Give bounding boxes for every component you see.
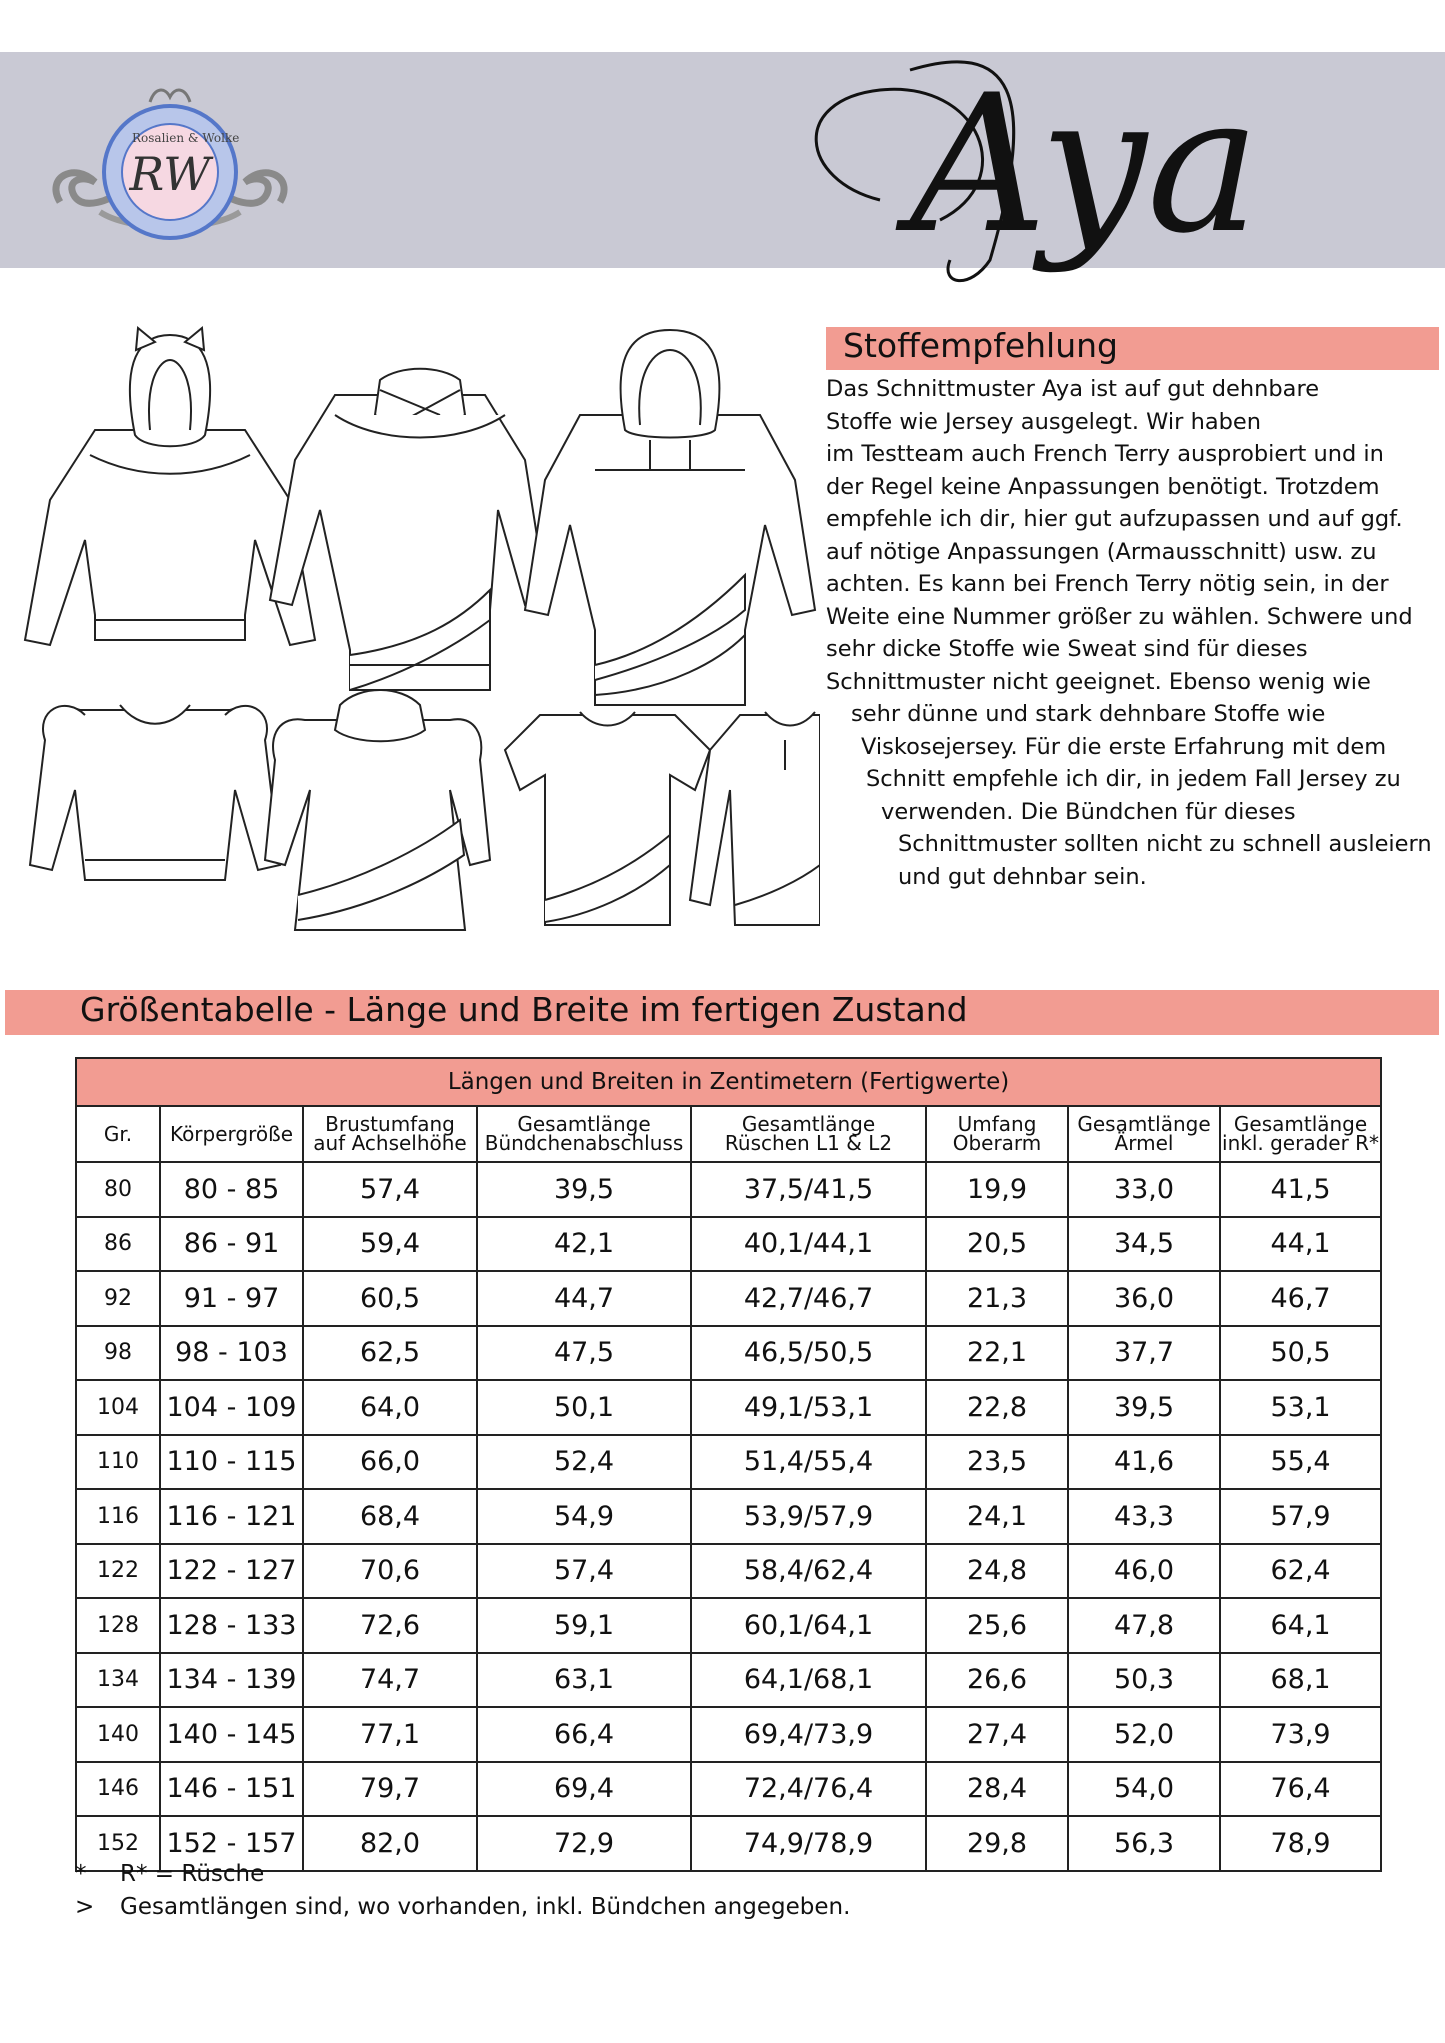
column-header [76,1106,160,1162]
garment-hoodie-ruffle [525,330,815,705]
table-cell: 98 - 103 [160,1326,303,1381]
table-cell: 68,1 [1220,1653,1381,1708]
table-cell: 23,5 [926,1435,1068,1490]
garment-cowl-ruffle [270,369,547,690]
table-row [76,1544,1381,1599]
table-cell: 140 [76,1707,160,1762]
table-cell: 53,1 [1220,1380,1381,1435]
table-cell: 62,5 [303,1326,477,1381]
footnote-mark: * [75,1861,87,1887]
fabric-line: sehr dünne und stark dehnbare Stoffe wie [851,701,1326,727]
table-cell: 53,9/57,9 [691,1489,926,1544]
column-header-line: Umfang [957,1112,1037,1136]
footnote-lengths [75,1891,850,1924]
table-cell: 22,8 [926,1380,1068,1435]
table-cell: 116 - 121 [160,1489,303,1544]
garment-cowl-puff [265,690,490,930]
table-cell: 37,5/41,5 [691,1162,926,1217]
table-cell: 29,8 [926,1816,1068,1871]
table-cell: 86 [76,1217,160,1272]
column-header-line: Gr. [103,1121,133,1146]
column-header [303,1106,477,1162]
fabric-line: achten. Es kann bei French Terry nötig sein, in der [826,571,1389,597]
fabric-line: verwenden. Die Bündchen für dieses [881,798,1296,825]
table-cell: 37,7 [1068,1326,1220,1381]
column-header-line: Körpergröße [169,1121,294,1146]
fabric-line: sehr dicke Stoffe wie Sweat sind für dieses [826,636,1308,662]
table-row [76,1271,1381,1326]
table-cell: 69,4 [477,1762,691,1817]
column-header-line: Brustumfang [325,1112,455,1136]
table-cell: 46,7 [1220,1271,1381,1326]
table-cell: 57,4 [303,1162,477,1217]
table-cell: 50,1 [477,1380,691,1435]
table-cell: 98 [76,1326,160,1381]
table-cell: 74,7 [303,1653,477,1708]
column-header-line: Gesamtlänge [1233,1112,1368,1136]
table-cell: 140 - 145 [160,1707,303,1762]
size-table [75,1057,1382,1872]
column-header-line: Gesamtlänge [517,1112,651,1136]
table-row [76,1762,1381,1817]
table-cell: 40,1/44,1 [691,1217,926,1272]
table-cell: 21,3 [926,1271,1068,1326]
table-cell: 19,9 [926,1162,1068,1217]
table-cell: 128 [76,1598,160,1653]
table-cell: 146 - 151 [160,1762,303,1817]
table-cell: 64,0 [303,1380,477,1435]
column-header-line: Oberarm [952,1131,1042,1155]
fabric-line: der Regel keine Anpassungen benötigt. Trotzdem [826,473,1380,500]
column-header [1068,1106,1220,1162]
column-header [926,1106,1068,1162]
table-cell: 76,4 [1220,1762,1381,1817]
table-cell: 50,5 [1220,1326,1381,1381]
fabric-line: Schnitt empfehle ich dir, in jedem Fall Jersey zu [866,766,1401,792]
table-cell: 52,0 [1068,1707,1220,1762]
column-header [1220,1106,1381,1162]
table-cell: 44,1 [1220,1217,1381,1272]
table-cell: 110 - 115 [160,1435,303,1490]
fabric-recommendation-text [826,373,1432,893]
table-cell: 72,4/76,4 [691,1762,926,1817]
table-cell: 134 [76,1653,160,1708]
size-heading: Größentabelle - Länge und Breite im fertigen Zustand [80,990,968,1029]
table-row [76,1326,1381,1381]
table-cell: 69,4/73,9 [691,1707,926,1762]
table-cell: 64,1/68,1 [691,1653,926,1708]
table-cell: 56,3 [1068,1816,1220,1871]
table-cell: 52,4 [477,1435,691,1490]
column-header-line: auf Achselhöhe [313,1131,467,1155]
table-cell: 134 - 139 [160,1653,303,1708]
table-cell: 41,6 [1068,1435,1220,1490]
logo-monogram: RW [129,147,211,201]
fabric-line: Viskosejersey. Für die erste Erfahrung mit dem [861,733,1387,760]
fabric-line: Das Schnittmuster Aya ist auf gut dehnbare [826,376,1320,402]
table-cell: 51,4/55,4 [691,1435,926,1490]
table-cell: 24,8 [926,1544,1068,1599]
footnote-mark: > [75,1894,95,1920]
table-cell: 104 [76,1380,160,1435]
table-cell: 42,1 [477,1217,691,1272]
table-cell: 152 - 157 [160,1816,303,1871]
fabric-line: auf nötige Anpassungen (Armausschnitt) usw. zu [826,538,1377,565]
table-cell: 28,4 [926,1762,1068,1817]
table-cell: 79,7 [303,1762,477,1817]
table-cell: 66,0 [303,1435,477,1490]
table-row [76,1653,1381,1708]
table-row [76,1435,1381,1490]
table-row [76,1162,1381,1217]
table-row [76,1217,1381,1272]
fabric-line: Stoffe wie Jersey ausgelegt. Wir haben [826,408,1262,435]
table-cell: 39,5 [477,1162,691,1217]
table-row [76,1707,1381,1762]
footnote-text: Gesamtlängen sind, wo vorhanden, inkl. Bündchen angegeben. [120,1894,851,1920]
table-cell: 78,9 [1220,1816,1381,1871]
table-cell: 63,1 [477,1653,691,1708]
table-cell: 122 [76,1544,160,1599]
table-cell: 49,1/53,1 [691,1380,926,1435]
fabric-line: Schnittmuster nicht geeignet. Ebenso wenig wie [826,668,1371,695]
table-cell: 55,4 [1220,1435,1381,1490]
table-cell: 54,0 [1068,1762,1220,1817]
column-header-line: Rüschen L1 & L2 [724,1131,893,1155]
table-cell: 152 [76,1816,160,1871]
table-cell: 39,5 [1068,1380,1220,1435]
column-header-line: inkl. gerader R* [1222,1131,1380,1155]
table-cell: 22,1 [926,1326,1068,1381]
table-cell: 20,5 [926,1217,1068,1272]
column-header-line: Gesamtlänge [741,1112,876,1136]
footnotes [75,1858,850,1924]
fabric-heading: Stoffempfehlung [843,326,1118,365]
table-cell: 62,4 [1220,1544,1381,1599]
table-cell: 91 - 97 [160,1271,303,1326]
table-cell: 66,4 [477,1707,691,1762]
table-row [76,1380,1381,1435]
table-cell: 73,9 [1220,1707,1381,1762]
garment-puff-sleeve [30,705,280,880]
table-cell: 80 - 85 [160,1162,303,1217]
footnote-ruffle [75,1858,850,1891]
table-cell: 110 [76,1435,160,1490]
fabric-line: Schnittmuster sollten nicht zu schnell ausleiern [898,831,1432,857]
table-cell: 64,1 [1220,1598,1381,1653]
column-header-line: Ärmel [1114,1131,1174,1155]
table-cell: 41,5 [1220,1162,1381,1217]
garment-illustrations [20,320,820,940]
table-cell: 24,1 [926,1489,1068,1544]
table-cell: 122 - 127 [160,1544,303,1599]
column-header-line: Bündchenabschluss [484,1131,684,1155]
table-cell: 68,4 [303,1489,477,1544]
table-row [76,1598,1381,1653]
column-header [160,1106,303,1162]
table-cell: 82,0 [303,1816,477,1871]
table-cell: 60,5 [303,1271,477,1326]
title-text: Aya [910,54,1261,275]
table-caption: Längen und Breiten in Zentimetern (Fertigwerte) [76,1058,1381,1106]
table-cell: 33,0 [1068,1162,1220,1217]
table-cell: 128 - 133 [160,1598,303,1653]
table-cell: 70,6 [303,1544,477,1599]
table-cell: 60,1/64,1 [691,1598,926,1653]
column-header [477,1106,691,1162]
table-cell: 116 [76,1489,160,1544]
garment-long-sleeve [690,712,820,925]
table-cell: 54,9 [477,1489,691,1544]
table-cell: 80 [76,1162,160,1217]
table-cell: 25,6 [926,1598,1068,1653]
page-title [760,30,1420,290]
brand-logo [40,82,300,262]
table-cell: 42,7/46,7 [691,1271,926,1326]
table-cell: 57,9 [1220,1489,1381,1544]
table-cell: 58,4/62,4 [691,1544,926,1599]
table-cell: 59,1 [477,1598,691,1653]
table-cell: 72,6 [303,1598,477,1653]
column-header-line: Gesamtlänge [1077,1112,1211,1136]
fabric-line: im Testteam auch French Terry ausprobiert und in [826,441,1384,467]
table-cell: 77,1 [303,1707,477,1762]
table-cell: 59,4 [303,1217,477,1272]
table-cell: 92 [76,1271,160,1326]
table-cell: 36,0 [1068,1271,1220,1326]
table-cell: 104 - 109 [160,1380,303,1435]
table-cell: 72,9 [477,1816,691,1871]
footnote-text: R* = Rüsche [120,1861,265,1887]
table-cell: 46,5/50,5 [691,1326,926,1381]
table-cell: 34,5 [1068,1217,1220,1272]
table-cell: 46,0 [1068,1544,1220,1599]
table-cell: 146 [76,1762,160,1817]
table-cell: 47,5 [477,1326,691,1381]
logo-ring-text: Rosalien & Wolke [132,131,240,145]
fabric-line: Weite eine Nummer größer zu wählen. Schwere und [826,603,1413,630]
table-cell: 47,8 [1068,1598,1220,1653]
table-cell: 57,4 [477,1544,691,1599]
table-cell: 86 - 91 [160,1217,303,1272]
table-cell: 74,9/78,9 [691,1816,926,1871]
fabric-line: empfehle ich dir, hier gut aufzupassen und auf ggf. [826,506,1403,532]
table-cell: 26,6 [926,1653,1068,1708]
column-header [691,1106,926,1162]
table-cell: 27,4 [926,1707,1068,1762]
table-cell: 50,3 [1068,1653,1220,1708]
fabric-line: und gut dehnbar sein. [898,863,1147,890]
table-cell: 43,3 [1068,1489,1220,1544]
garment-short-sleeve [505,712,710,925]
table-row [76,1489,1381,1544]
table-cell: 44,7 [477,1271,691,1326]
